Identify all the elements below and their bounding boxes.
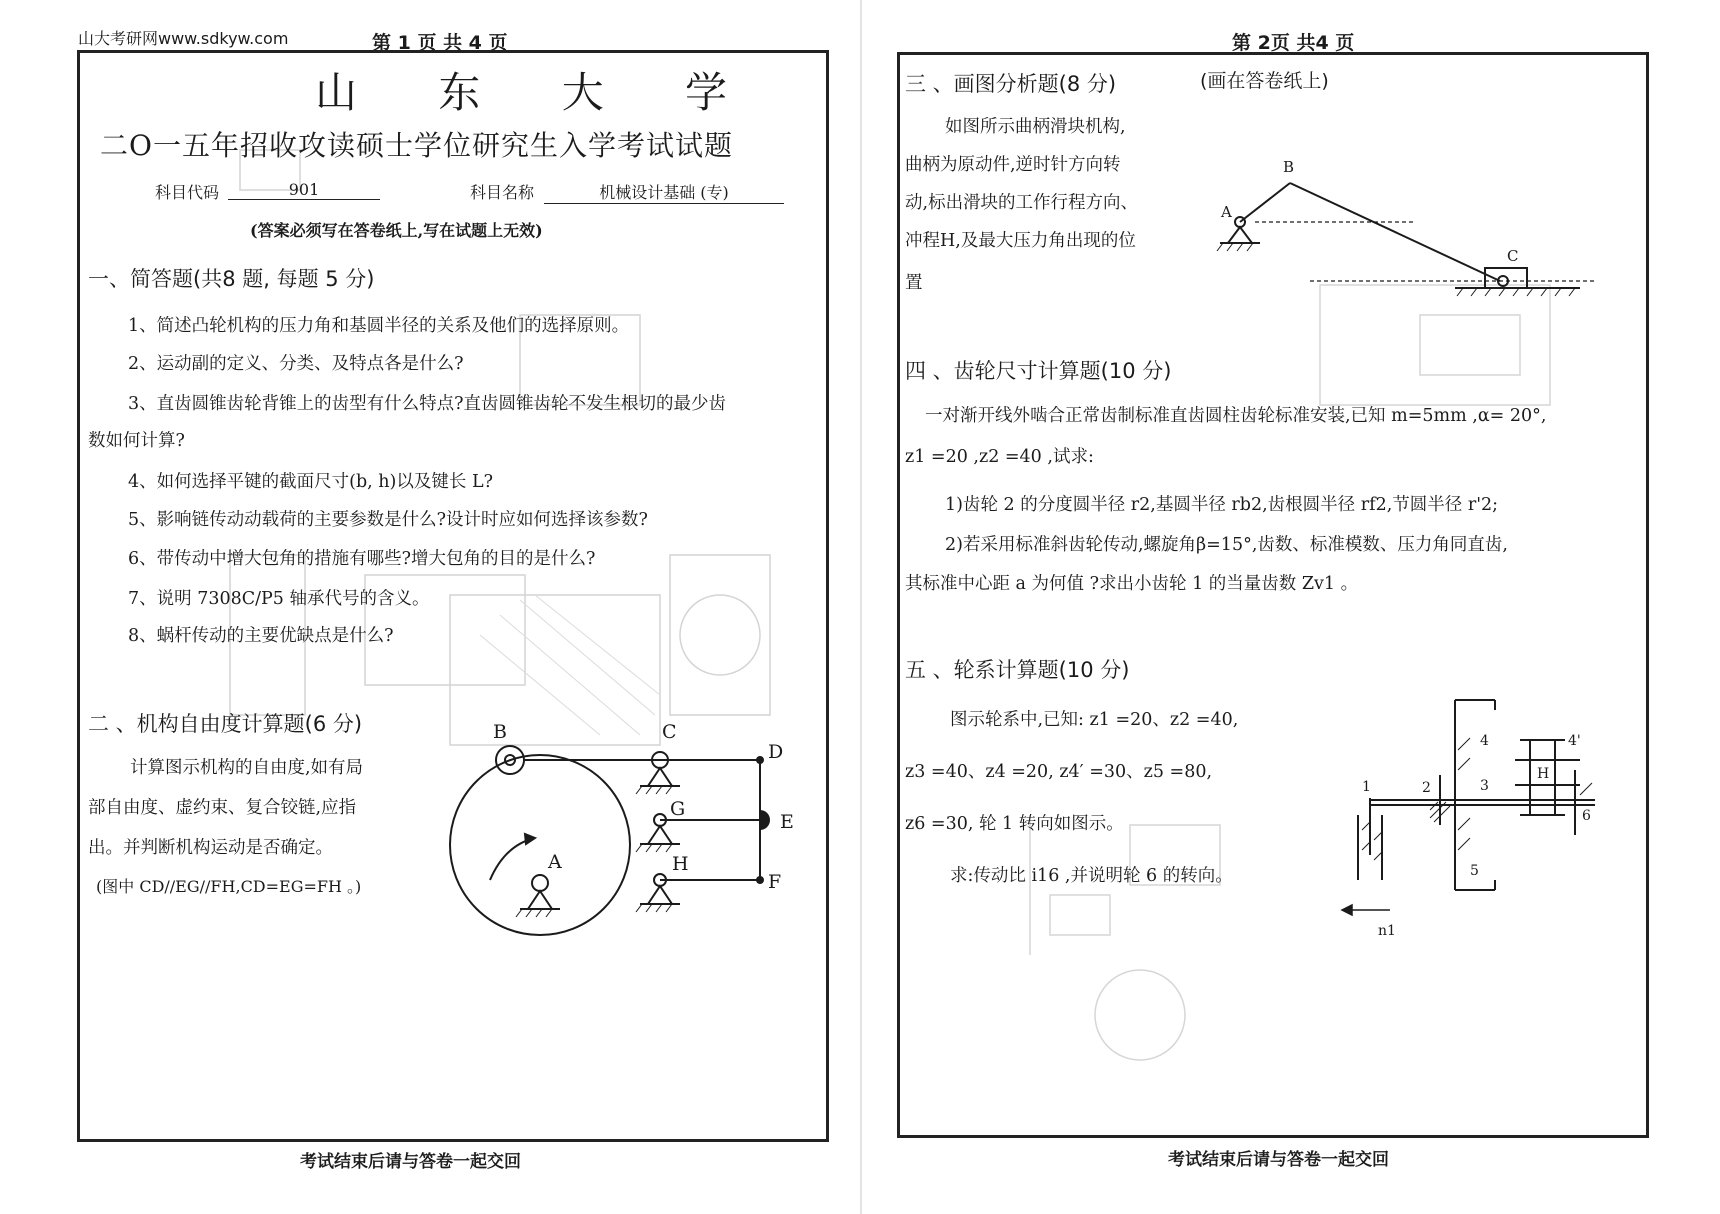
crank-label-c: C: [1507, 247, 1519, 265]
section2-line2: 部自由度、虚约束、复合铰链,应指: [88, 798, 357, 818]
section4-line3: 1)齿轮 2 的分度圆半径 r2,基圆半径 rb2,齿根圆半径 rf2,节圆半径 r'2;: [945, 495, 1499, 515]
section3-line1: 如图所示曲柄滑块机构,: [945, 117, 1126, 137]
exam-title: 二O一五年招收攻读硕士学位研究生入学考试试题: [100, 129, 733, 162]
section4-line1: 一对渐开线外啮合正常齿制标准直齿圆柱齿轮标准安装,已知 m=5mm ,α= 20°,: [925, 406, 1547, 426]
mechanism-figure: [430, 720, 810, 940]
section4-title: 四 、齿轮尺寸计算题(10 分): [905, 359, 1172, 383]
section5-line1: 图示轮系中,已知: z1 =20、z2 =40,: [950, 710, 1239, 730]
section2-line1: 计算图示机构的自由度,如有局: [130, 758, 364, 778]
question-8: 8、蜗杆传动的主要优缺点是什么?: [128, 626, 394, 646]
section2-line3: 出。并判断机构运动是否确定。: [88, 838, 333, 858]
section4-line5: 其标准中心距 a 为何值 ?求出小齿轮 1 的当量齿数 Zv1 。: [905, 574, 1359, 594]
label-g: G: [670, 798, 686, 820]
question-6: 6、带传动中增大包角的措施有哪些?增大包角的目的是什么?: [128, 549, 596, 569]
gear-label-4prime: 4': [1568, 733, 1581, 749]
section4-line4: 2)若采用标准斜齿轮传动,螺旋角β=15°,齿数、标准模数、压力角同直齿,: [945, 535, 1508, 555]
question-2: 2、运动副的定义、分类、及特点各是什么?: [128, 354, 464, 374]
section2-note: (图中 CD//EG//FH,CD=EG=FH 。): [96, 877, 362, 896]
right-page-number: 第 2页 共4 页: [1232, 32, 1355, 54]
label-d: D: [768, 741, 784, 763]
gear-train-figure: [1330, 690, 1610, 940]
gear-label-n1: n1: [1378, 923, 1396, 939]
section3-line4: 冲程H,及最大压力角出现的位: [905, 231, 1136, 251]
question-5: 5、影响链传动动载荷的主要参数是什么?设计时应如何选择该参数?: [128, 510, 648, 530]
gear-label-h: H: [1537, 766, 1550, 782]
crank-label-b: B: [1283, 158, 1295, 176]
left-footer: 考试结束后请与答卷一起交回: [300, 1152, 521, 1172]
crank-slider-figure: [1215, 155, 1615, 305]
label-b: B: [493, 721, 507, 743]
question-3-cont: 数如何计算?: [88, 431, 185, 451]
section5-line4: 求:传动比 i16 ,并说明轮 6 的转向。: [950, 866, 1233, 886]
subject-name-label: 科目名称: [470, 183, 535, 202]
section1-title: 一、简答题(共8 题, 每题 5 分): [88, 267, 375, 291]
section5-line2: z3 =40、z4 =20, z4′ =30、z5 =80,: [905, 762, 1213, 782]
crank-label-a: A: [1221, 203, 1232, 221]
label-e: E: [780, 811, 794, 833]
left-page-number: 第 1 页 共 4 页: [372, 32, 508, 54]
section3-note: (画在答卷纸上): [1200, 70, 1329, 92]
section4-line2: z1 =20 ,z2 =40 ,试求:: [905, 447, 1094, 467]
gear-label-5: 5: [1470, 863, 1479, 879]
gear-label-1: 1: [1362, 779, 1371, 795]
label-a: A: [548, 851, 562, 873]
subject-code-value: 901: [228, 180, 380, 200]
label-h: H: [672, 853, 689, 875]
subject-name-value: 机械设计基础 (专): [544, 180, 784, 204]
section3-line5: 置: [905, 273, 923, 293]
question-3: 3、直齿圆锥齿轮背锥上的齿型有什么特点?直齿圆锥齿轮不发生根切的最少齿: [128, 394, 727, 414]
question-1: 1、简述凸轮机构的压力角和基圆半径的关系及他们的选择原则。: [128, 316, 630, 336]
answer-note: (答案必须写在答卷纸上,写在试题上无效): [250, 221, 543, 240]
gear-label-2: 2: [1422, 780, 1431, 796]
gear-label-4: 4: [1480, 733, 1489, 749]
section3-line3: 动,标出滑块的工作行程方向、: [905, 193, 1139, 213]
section3-line2: 曲柄为原动件,逆时针方向转: [905, 155, 1121, 175]
label-c: C: [662, 721, 677, 743]
question-7: 7、说明 7308C/P5 轴承代号的含义。: [128, 589, 430, 609]
section2-title: 二 、机构自由度计算题(6 分): [88, 712, 363, 736]
subject-code-label: 科目代码: [155, 183, 220, 202]
question-4: 4、如何选择平键的截面尺寸(b, h)以及键长 L?: [128, 472, 493, 492]
gear-label-6: 6: [1582, 808, 1591, 824]
right-footer: 考试结束后请与答卷一起交回: [1168, 1150, 1389, 1170]
section5-line3: z6 =30, 轮 1 转向如图示。: [905, 814, 1124, 834]
section5-title: 五 、轮系计算题(10 分): [905, 658, 1130, 682]
section3-title: 三 、画图分析题(8 分): [905, 72, 1117, 96]
university-name: 山 东 大 学: [315, 68, 762, 117]
gear-label-3: 3: [1480, 778, 1489, 794]
label-f: F: [768, 871, 782, 893]
page-fold: [860, 0, 862, 1214]
site-watermark: 山大考研网www.sdkyw.com: [78, 29, 289, 48]
